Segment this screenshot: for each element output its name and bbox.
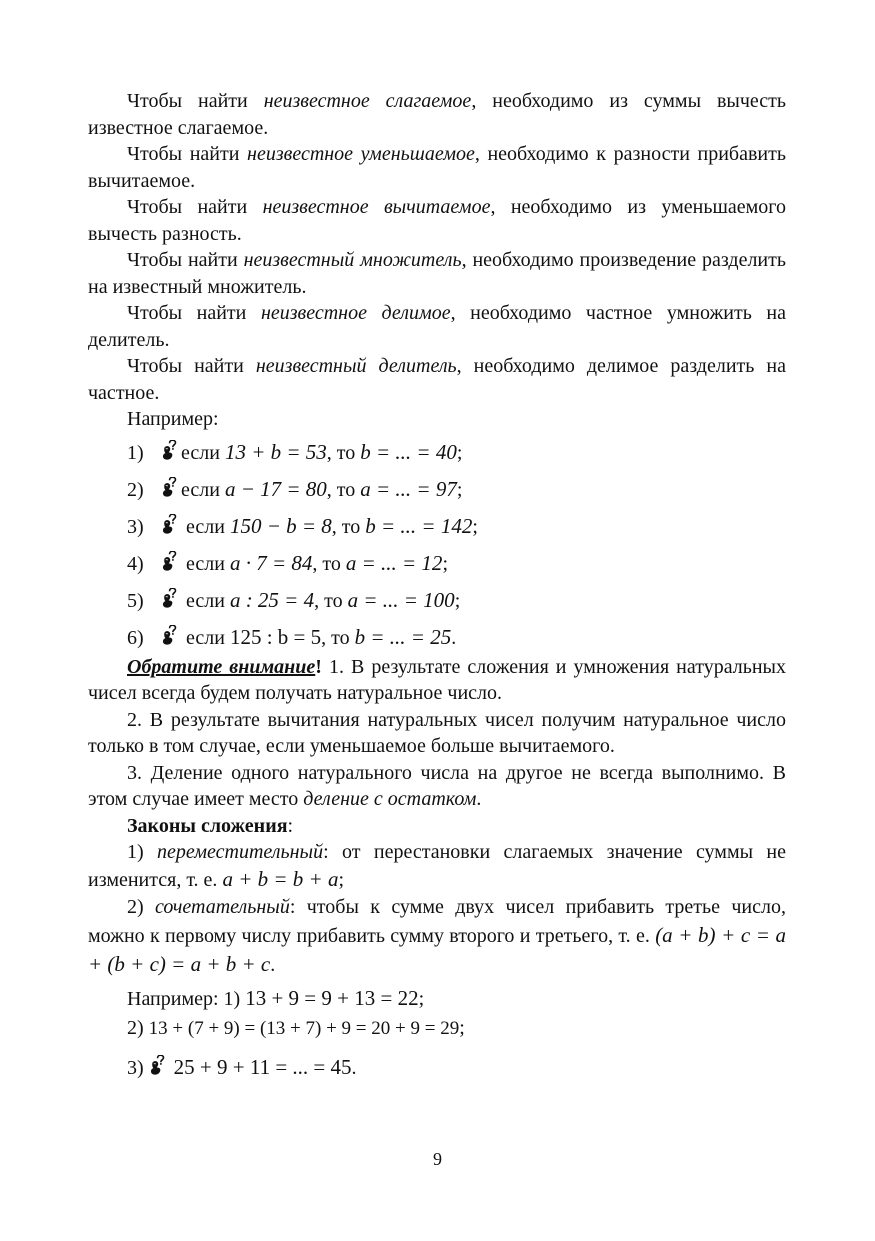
rule-paragraph: Чтобы найти неизвестное делимое, необходимо частное умножить на делитель. xyxy=(88,302,786,351)
rule-paragraph: Чтобы найти неизвестное вычитаемое, необходимо из уменьшаемого вычесть разность. xyxy=(88,196,786,245)
examples2-line-1: Например: 1) 13 + 9 = 9 + 13 = 22; xyxy=(127,986,425,1010)
attention-paragraph-2: 2. В результате вычитания натуральных чисел получим натуральное число только в том случае, если уменьшаемое больше вычитаемого. xyxy=(88,708,786,757)
thinking-person-icon xyxy=(161,625,179,647)
laws-title: Законы сложения: xyxy=(127,814,294,837)
law-commutative: 1) переместительный: от перестановки слагаемых значение суммы не изменится, т. е. a + b = b + a; xyxy=(88,841,786,891)
rule-paragraph: Чтобы найти неизвестный делитель, необходимо делимое разделить на частное. xyxy=(88,355,786,404)
examples2-line-3: 3) 25 + 9 + 11 = ... = 45. xyxy=(127,1054,357,1079)
thinking-person-icon xyxy=(161,440,179,462)
thinking-person-icon xyxy=(161,477,179,499)
thinking-person-icon xyxy=(161,551,179,573)
rule-paragraph: Чтобы найти неизвестный множитель, необходимо произведение разделить на известный множитель. xyxy=(88,249,786,298)
example-item: 3) если 150 − b = 8, то b = ... = 142; xyxy=(127,513,478,538)
law-associative: 2) сочетательный: чтобы к сумме двух чисел прибавить третье число, можно к первому числу прибавить сумму второго и третьего, т. е. (a + b) + c = a + (b + c) = a + b + c. xyxy=(88,896,786,976)
rule-paragraph: Чтобы найти неизвестное слагаемое, необходимо из суммы вычесть известное слагаемое. xyxy=(88,90,786,139)
attention-paragraph: Обратите внимание! 1. В результате сложения и умножения натуральных чисел всегда будем получать натуральное число. xyxy=(88,655,786,704)
thinking-person-icon xyxy=(161,514,179,536)
attention-paragraph-3: 3. Деление одного натурального числа на другое не всегда выполнимо. В этом случае имеет место деление с остатком. xyxy=(88,761,786,810)
example-item: 4) если a · 7 = 84, то a = ... = 12; xyxy=(127,550,448,575)
page-content xyxy=(88,88,786,1081)
rule-paragraph: Чтобы найти неизвестное уменьшаемое, необходимо к разности прибавить вычитаемое. xyxy=(88,143,786,192)
example-item: 6) если 125 : b = 5, то b = ... = 25. xyxy=(127,624,457,649)
thinking-person-icon xyxy=(161,588,179,610)
examples2-line-2: 2) 13 + (7 + 9) = (13 + 7) + 9 = 20 + 9 = 29; xyxy=(127,1016,465,1039)
attention-label: Обратите внимание xyxy=(127,655,316,678)
thinking-person-icon xyxy=(149,1055,167,1077)
example-item: 2) если a − 17 = 80, то a = ... = 97; xyxy=(127,476,463,501)
example-item: 5) если a : 25 = 4, то a = ... = 100; xyxy=(127,587,461,612)
example-item: 1) если 13 + b = 53, то b = ... = 40; xyxy=(127,439,463,464)
example-intro: Например: xyxy=(127,408,219,430)
page-number: 9 xyxy=(433,1149,442,1169)
